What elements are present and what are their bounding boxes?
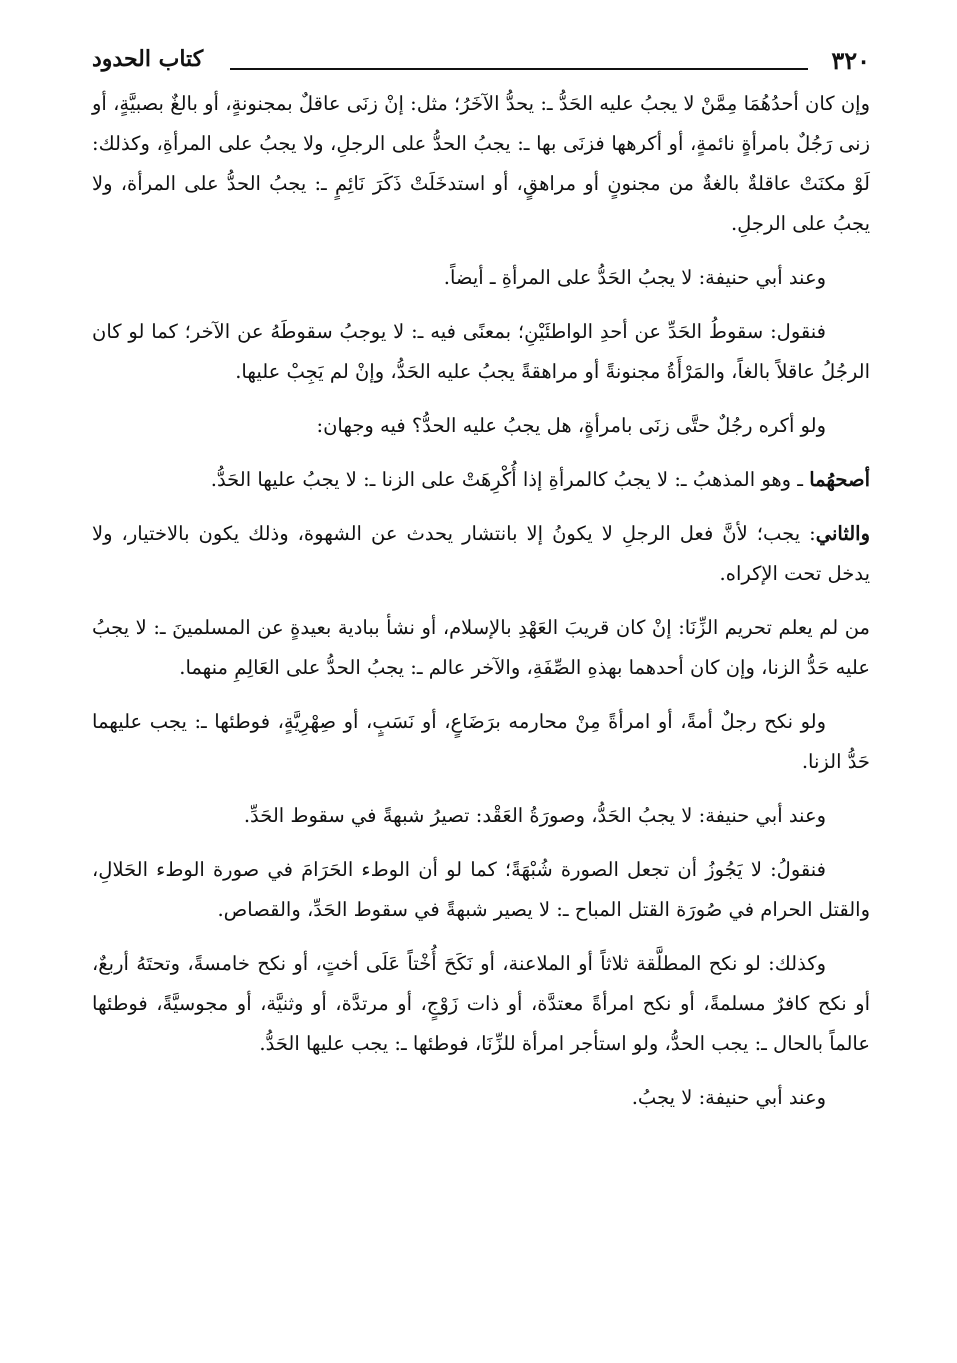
paragraph bbox=[92, 84, 870, 244]
paragraph-text: وعند أبي حنيفة: لا يجبُ. bbox=[631, 1086, 826, 1109]
paragraph-lead: أصحهُما bbox=[809, 468, 870, 491]
paragraph bbox=[92, 406, 870, 446]
paragraph-text: ـ وهو المذهبُ ـ: لا يجبُ كالمرأةِ إذا أُكْرِهَتْ على الزنا ـ: لا يجبُ عليها الحَدُّ. bbox=[210, 468, 810, 491]
paragraph bbox=[92, 514, 870, 594]
paragraph-text: ولو نكح رجلٌ أمةً، أو امرأةً مِنْ محارمه برَضَاعٍ، أو نَسَبٍ، أو صِهْرِيَّةٍ، فوطئها ـ: يجب عليهما حَدُّ الزنا. bbox=[92, 710, 870, 773]
paragraph-text: وكذلك: لو نكح المطلَّقة ثلاثاً أو الملاعنة، أو نَكَحَ أُخْتاً عَلَى أختٍ، أو نكح خامسةً، وتحتَهُ أربعٌ، أو نكح كافرٌ مسلمةً، أو نكح امرأةً معتدَّة، أو ذات زَوْجٍ، أو مرتدَّة، أو وثنيَّة، أو مجوسيَّةً، فوطئها عالماً بالحال ـ: يجب الحدُّ، ولو استأجر امرأة للزِّنَا، فوطئها ـ: يجب عليها الحَدُّ. bbox=[92, 952, 870, 1055]
book-title: كتاب الحدود bbox=[92, 46, 204, 72]
paragraph-lead: والثاني bbox=[815, 522, 870, 545]
paragraph bbox=[92, 312, 870, 392]
paragraph bbox=[92, 850, 870, 930]
paragraph-text: وعند أبي حنيفة: لا يجبُ الحَدُّ، وصورَةُ العَقْد: تصيرُ شبهةً في سقوط الحَدِّ. bbox=[243, 804, 826, 827]
paragraph bbox=[92, 796, 870, 836]
page bbox=[92, 40, 870, 1132]
paragraph bbox=[92, 608, 870, 688]
paragraph bbox=[92, 702, 870, 782]
paragraph bbox=[92, 258, 870, 298]
running-header bbox=[92, 40, 870, 84]
paragraph bbox=[92, 944, 870, 1064]
paragraph-text: وإن كان أحدُهُمَا مِمَّنْ لا يجبُ عليه الحَدُّ ـ: يحدُّ الآخَرُ؛ مثل: إنْ زنَى عاقلٌ بمجنونةٍ، أو بالغٌ بصبيَّةٍ، أو زنى رَجُلٌ بامرأةٍ نائمةٍ، أو أكرهها فزنَى بها ـ: يجبُ الحدُّ على الرجلِ، ولا يجبُ على المرأةِ، وكذلك: لَوْ مكنَتْ عاقلةٌ بالغةٌ من مجنونٍ أو مراهقٍ، أو استدخَلَتْ ذَكَرَ نَائِمٍ ـ: يجبُ الحدُّ على المرأة، ولا يجبُ على الرجلِ. bbox=[92, 92, 870, 235]
paragraph-text: من لم يعلم تحريم الزِّنَا: إنْ كان قريبَ العَهْدِ بالإسلام، أو نشأ ببادية بعيدةٍ عن المسلمينَ ـ: لا يجبُ عليه حَدُّ الزنا، وإن كان أحدهما بهذهِ الصِّفَةِ، والآخر عالم ـ: يجبُ الحدُّ على العَالِمِ منهما. bbox=[92, 616, 870, 679]
paragraph bbox=[92, 1078, 870, 1118]
paragraph-text: فنقول: سقوطُ الحَدِّ عن أحدِ الواطئَيْنِ؛ بمعنًى فيه ـ: لا يوجبُ سقوطَهُ عن الآخر؛ كما لو كان الرجُلُ عاقلاً بالغاً، والمَرْأَةُ مجنونةً أو مراهقةً يجبُ عليه الحَدُّ، وإنْ لم يَجِبْ عليها. bbox=[92, 320, 870, 383]
header-rule bbox=[230, 68, 808, 70]
paragraph-text: ولو أكره رجُلٌ حتَّى زنَى بامرأةٍ، هل يجبُ عليه الحدُّ؟ فيه وجهان: bbox=[316, 414, 826, 437]
paragraph-text: وعند أبي حنيفة: لا يجبُ الحَدُّ على المرأةِ ـ أيضاً. bbox=[443, 266, 826, 289]
paragraph-text: : يجب؛ لأنَّ فعل الرجلِ لا يكونُ إلا بانتشار يحدث عن الشهوة، وذلك يكون بالاختيار، ولا يدخل تحت الإكراه. bbox=[92, 522, 870, 585]
page-number: ٣٢٠ bbox=[831, 46, 870, 75]
body-text bbox=[92, 84, 870, 1118]
paragraph bbox=[92, 460, 870, 500]
paragraph-text: فنقولُ: لا يَجُوزُ أن تجعل الصورة شُبْهَةً؛ كما لو أن الوطء الحَرَامَ في صورة الوطء الحَلالِ، والقتل الحرام في صُورَة القتل المباح ـ: لا يصير شبهةً في سقوط الحَدِّ، والقصاص. bbox=[92, 858, 870, 921]
